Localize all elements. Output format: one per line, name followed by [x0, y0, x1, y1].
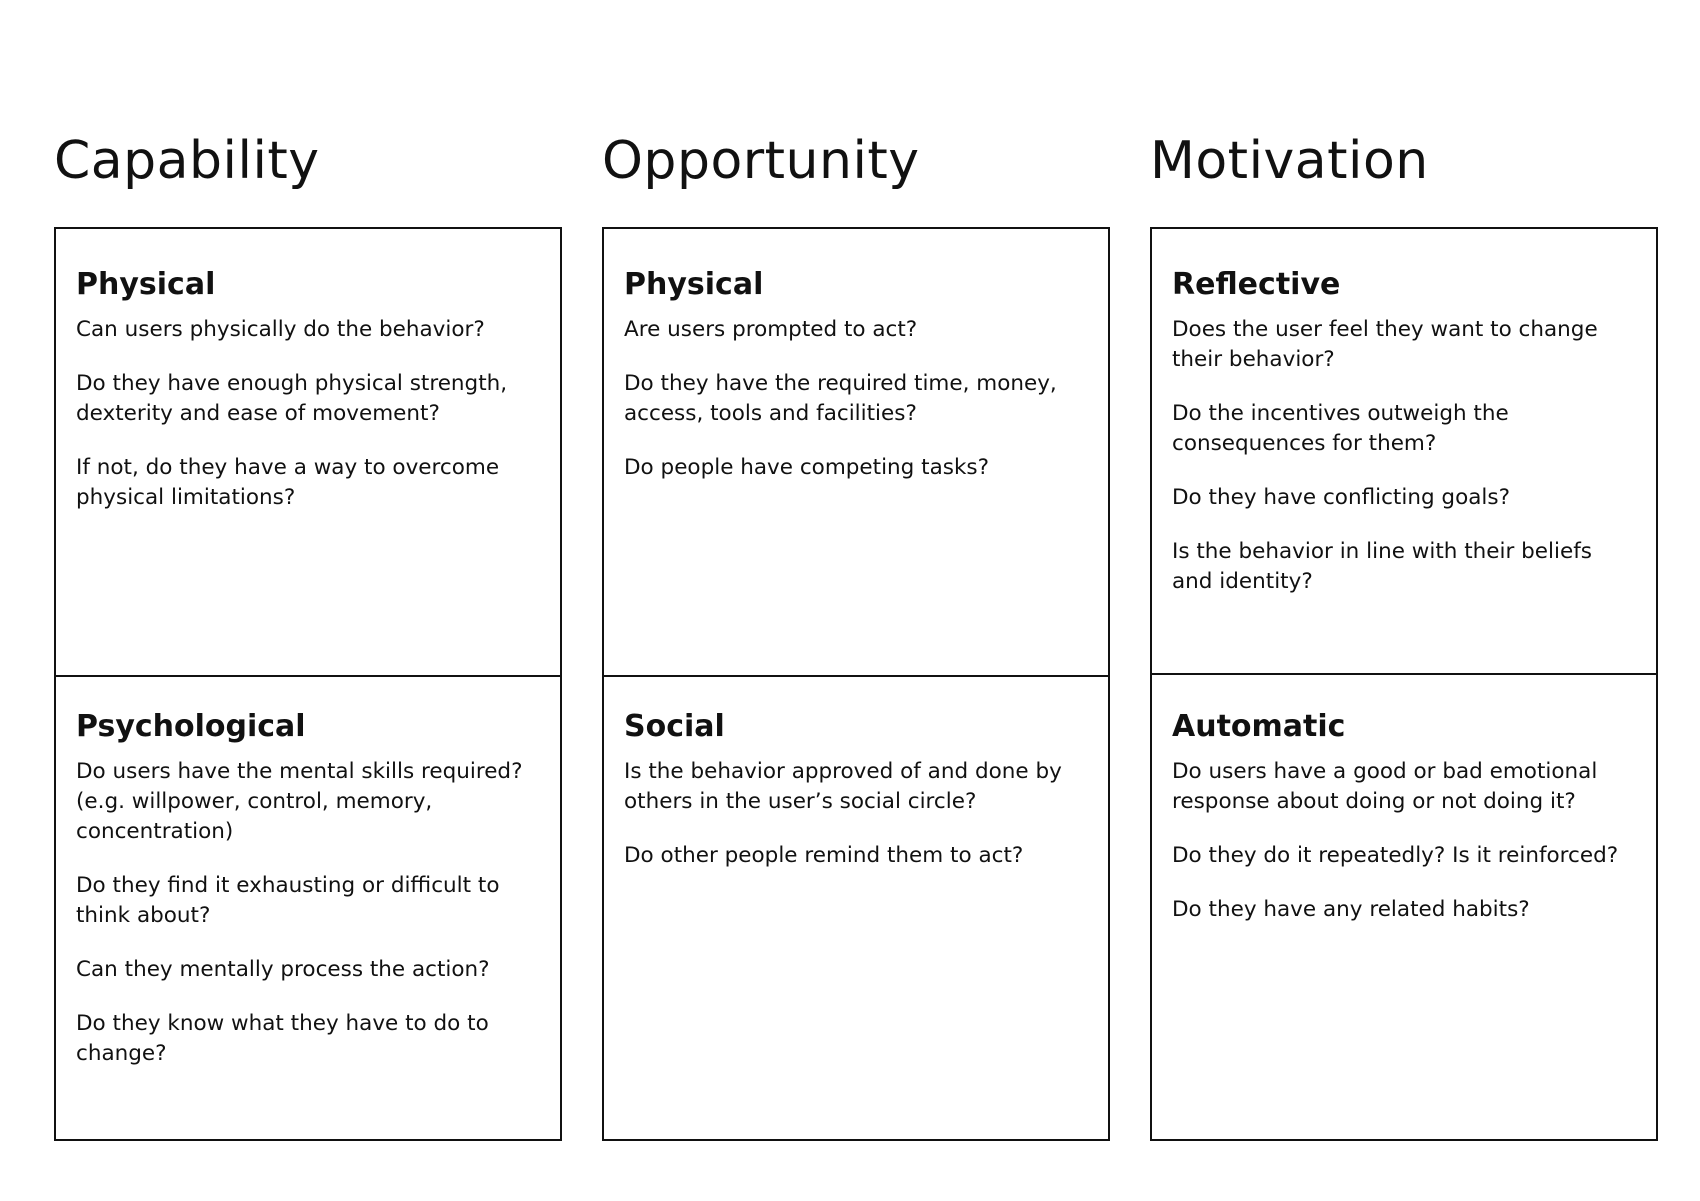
- question: Do they know what they have to do to change?: [76, 1011, 489, 1066]
- column-box: [602, 227, 1110, 1141]
- section-title: Physical: [76, 267, 216, 302]
- question: Is the behavior approved of and done by others in the user’s social circle?: [624, 759, 1062, 814]
- section-social-opportunity: [624, 709, 1090, 895]
- column-title: Motivation: [1150, 131, 1429, 191]
- question: Do they have the required time, money, access, tools and facilities?: [624, 371, 1057, 426]
- question: Do the incentives outweigh the consequences for them?: [1172, 401, 1509, 456]
- section-psychological-capability: [76, 709, 542, 1093]
- section-divider: [604, 675, 1108, 677]
- question: Is the behavior in line with their beliefs and identity?: [1172, 539, 1592, 594]
- section-automatic-motivation: [1172, 709, 1638, 949]
- column-box: [1150, 227, 1658, 1141]
- question: Can they mentally process the action?: [76, 957, 490, 982]
- question: Do other people remind them to act?: [624, 843, 1024, 868]
- section-title: Automatic: [1172, 709, 1346, 744]
- question: If not, do they have a way to overcome physical limitations?: [76, 455, 500, 510]
- question: Do people have competing tasks?: [624, 455, 990, 480]
- question: Are users prompted to act?: [624, 317, 918, 342]
- column-title: Opportunity: [602, 131, 920, 191]
- question: Do users have a good or bad emotional response about doing or not doing it?: [1172, 759, 1598, 814]
- section-reflective-motivation: [1172, 267, 1638, 621]
- column-motivation: [1150, 131, 1658, 922]
- column-capability: [54, 131, 562, 1066]
- question: Do they do it repeatedly? Is it reinforced?: [1172, 843, 1619, 868]
- column-title: Capability: [54, 131, 320, 191]
- section-title: Social: [624, 709, 725, 744]
- question: Can users physically do the behavior?: [76, 317, 485, 342]
- question: Do they have conflicting goals?: [1172, 485, 1510, 510]
- section-physical-capability: [76, 267, 542, 537]
- question: Does the user feel they want to change their behavior?: [1172, 317, 1598, 372]
- section-divider: [1152, 673, 1656, 675]
- section-divider: [56, 675, 560, 677]
- question: Do they find it exhausting or difficult to think about?: [76, 873, 500, 928]
- section-title: Physical: [624, 267, 764, 302]
- section-physical-opportunity: [624, 267, 1090, 507]
- column-box: [54, 227, 562, 1141]
- section-title: Reflective: [1172, 267, 1341, 302]
- section-title: Psychological: [76, 709, 306, 744]
- column-opportunity: [602, 131, 1110, 868]
- question: Do they have any related habits?: [1172, 897, 1530, 922]
- question: Do they have enough physical strength, dexterity and ease of movement?: [76, 371, 508, 426]
- question: Do users have the mental skills required? (e.g. willpower, control, memory, concentration): [76, 759, 523, 844]
